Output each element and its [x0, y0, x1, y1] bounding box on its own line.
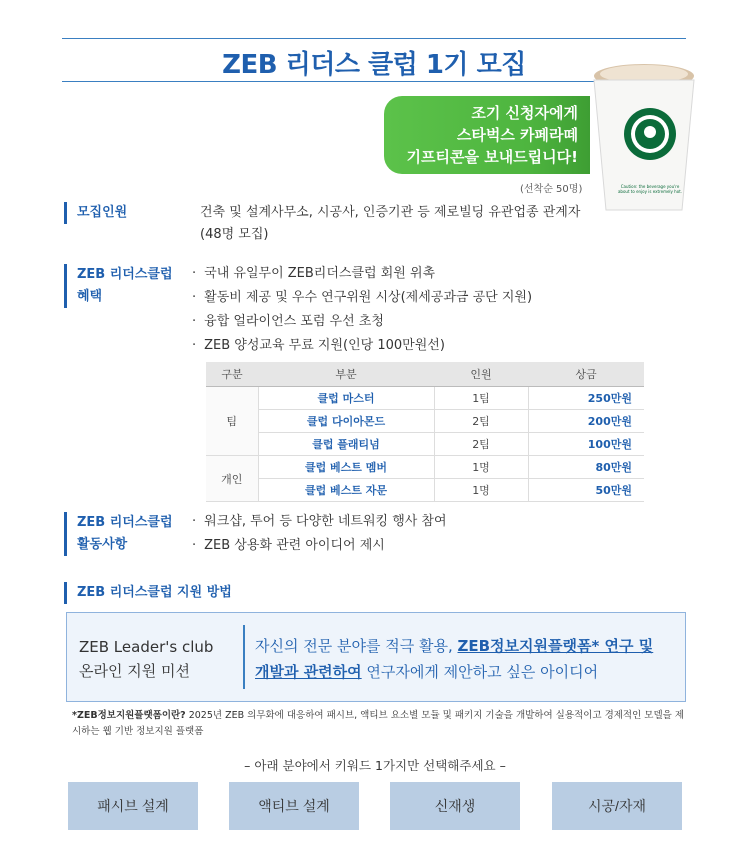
mission-box	[66, 612, 686, 702]
field-button-active[interactable]: 액티브 설계	[229, 782, 359, 830]
activities-label-line: ZEB 리더스클럽	[77, 515, 173, 530]
activity-item: · 워크샵, 투어 등 다양한 네트워킹 행사 참여	[192, 510, 447, 534]
table-row	[206, 479, 644, 502]
prize-name: 클럽 플래티넘	[258, 433, 434, 456]
activities-label-line: 활동사항	[77, 537, 128, 552]
benefit-item: · 융합 얼라이언스 포럼 우선 초청	[192, 310, 532, 334]
table-row	[206, 387, 644, 410]
prize-count: 1명	[434, 479, 528, 502]
activities-label	[64, 512, 173, 556]
footnote-text: 2025년 ZEB 의무화에 대응하여 패시브, 액티브 요소별 모듈 및 패키지 기술을 개발하여 실용적이고 경제적인 모델을 제시하는 웹 기반 정보지원 플랫폼	[72, 710, 685, 737]
cup-print-line: Caution: the beverage you're	[620, 184, 680, 189]
mission-description	[255, 633, 675, 685]
footnote-title: *ZEB정보지원플랫폼이란?	[72, 710, 186, 721]
recruit-label: 모집인원	[64, 202, 127, 224]
prize-count: 2팀	[434, 410, 528, 433]
promo-line: 조기 신청자에게	[471, 104, 578, 122]
promo-note: (선착순 50명)	[520, 184, 583, 195]
table-row	[206, 433, 644, 456]
prize-count: 2팀	[434, 433, 528, 456]
footnote	[72, 708, 692, 740]
benefits-list	[192, 262, 532, 358]
prize-table	[206, 362, 644, 502]
benefit-item: · 활동비 제공 및 우수 연구위원 시상(제세공과금 공단 지원)	[192, 286, 532, 310]
cup-print-line: about to enjoy is extremely hot.	[617, 189, 683, 194]
page-title: ZEB 리더스 클럽 1기 모집	[222, 50, 526, 80]
prize-count: 1팀	[434, 387, 528, 410]
table-row	[206, 456, 644, 479]
field-button-renewable[interactable]: 신재생	[390, 782, 520, 830]
mission-title-line: 온라인 지원 미션	[79, 662, 190, 680]
benefits-label-line: 혜택	[77, 289, 103, 304]
prize-count: 1명	[434, 456, 528, 479]
activity-item: · ZEB 상용화 관련 아이디어 제시	[192, 534, 447, 558]
prize-name: 클럽 베스트 자문	[258, 479, 434, 502]
mission-emphasis: ZEB정보지원플랫폼* 연구 및	[457, 637, 654, 655]
mission-divider	[243, 625, 245, 689]
prize-name: 클럽 다이아몬드	[258, 410, 434, 433]
mission-title	[79, 635, 213, 683]
prize-amount: 250만원	[528, 387, 644, 410]
benefits-label-line: ZEB 리더스클럽	[77, 267, 173, 282]
benefit-item: · 국내 유일무이 ZEB리더스클럽 회원 위촉	[192, 262, 532, 286]
mission-text: 연구자에게 제안하고 싶은 아이디어	[361, 663, 599, 681]
prize-amount: 50만원	[528, 479, 644, 502]
table-header: 인원	[434, 362, 528, 387]
promo-line: 스타벅스 카페라떼	[456, 126, 578, 144]
table-header: 부분	[258, 362, 434, 387]
field-button-construction[interactable]: 시공/자재	[552, 782, 682, 830]
group-cell: 개인	[206, 456, 258, 502]
promo-banner	[384, 96, 590, 174]
field-instruction: – 아래 분야에서 키워드 1가지만 선택해주세요 –	[244, 758, 506, 773]
benefits-label	[64, 264, 173, 308]
mission-emphasis: 개발과 관련하여	[255, 663, 362, 681]
benefit-item: · ZEB 양성교육 무료 지원(인당 100만원선)	[192, 334, 532, 358]
activities-list	[192, 510, 447, 558]
recruit-line: (48명 모집)	[200, 227, 269, 242]
table-header: 상금	[528, 362, 644, 387]
mission-text: 자신의 전문 분야를 적극 활용,	[255, 637, 458, 655]
starbucks-cup-icon	[588, 62, 700, 212]
mission-title-line: ZEB Leader's club	[79, 638, 214, 656]
prize-amount: 100만원	[528, 433, 644, 456]
group-cell: 팀	[206, 387, 258, 456]
prize-amount: 80만원	[528, 456, 644, 479]
field-button-passive[interactable]: 패시브 설계	[68, 782, 198, 830]
prize-name: 클럽 마스터	[258, 387, 434, 410]
recruit-text	[200, 202, 580, 246]
recruit-line: 건축 및 설계사무소, 시공사, 인증기관 등 제로빌딩 유관업종 관계자	[200, 205, 581, 220]
apply-label: ZEB 리더스클럽 지원 방법	[64, 582, 232, 604]
prize-amount: 200만원	[528, 410, 644, 433]
promo-line: 기프티콘을 보내드립니다!	[406, 148, 578, 166]
prize-name: 클럽 베스트 멤버	[258, 456, 434, 479]
table-row	[206, 410, 644, 433]
table-header: 구분	[206, 362, 258, 387]
